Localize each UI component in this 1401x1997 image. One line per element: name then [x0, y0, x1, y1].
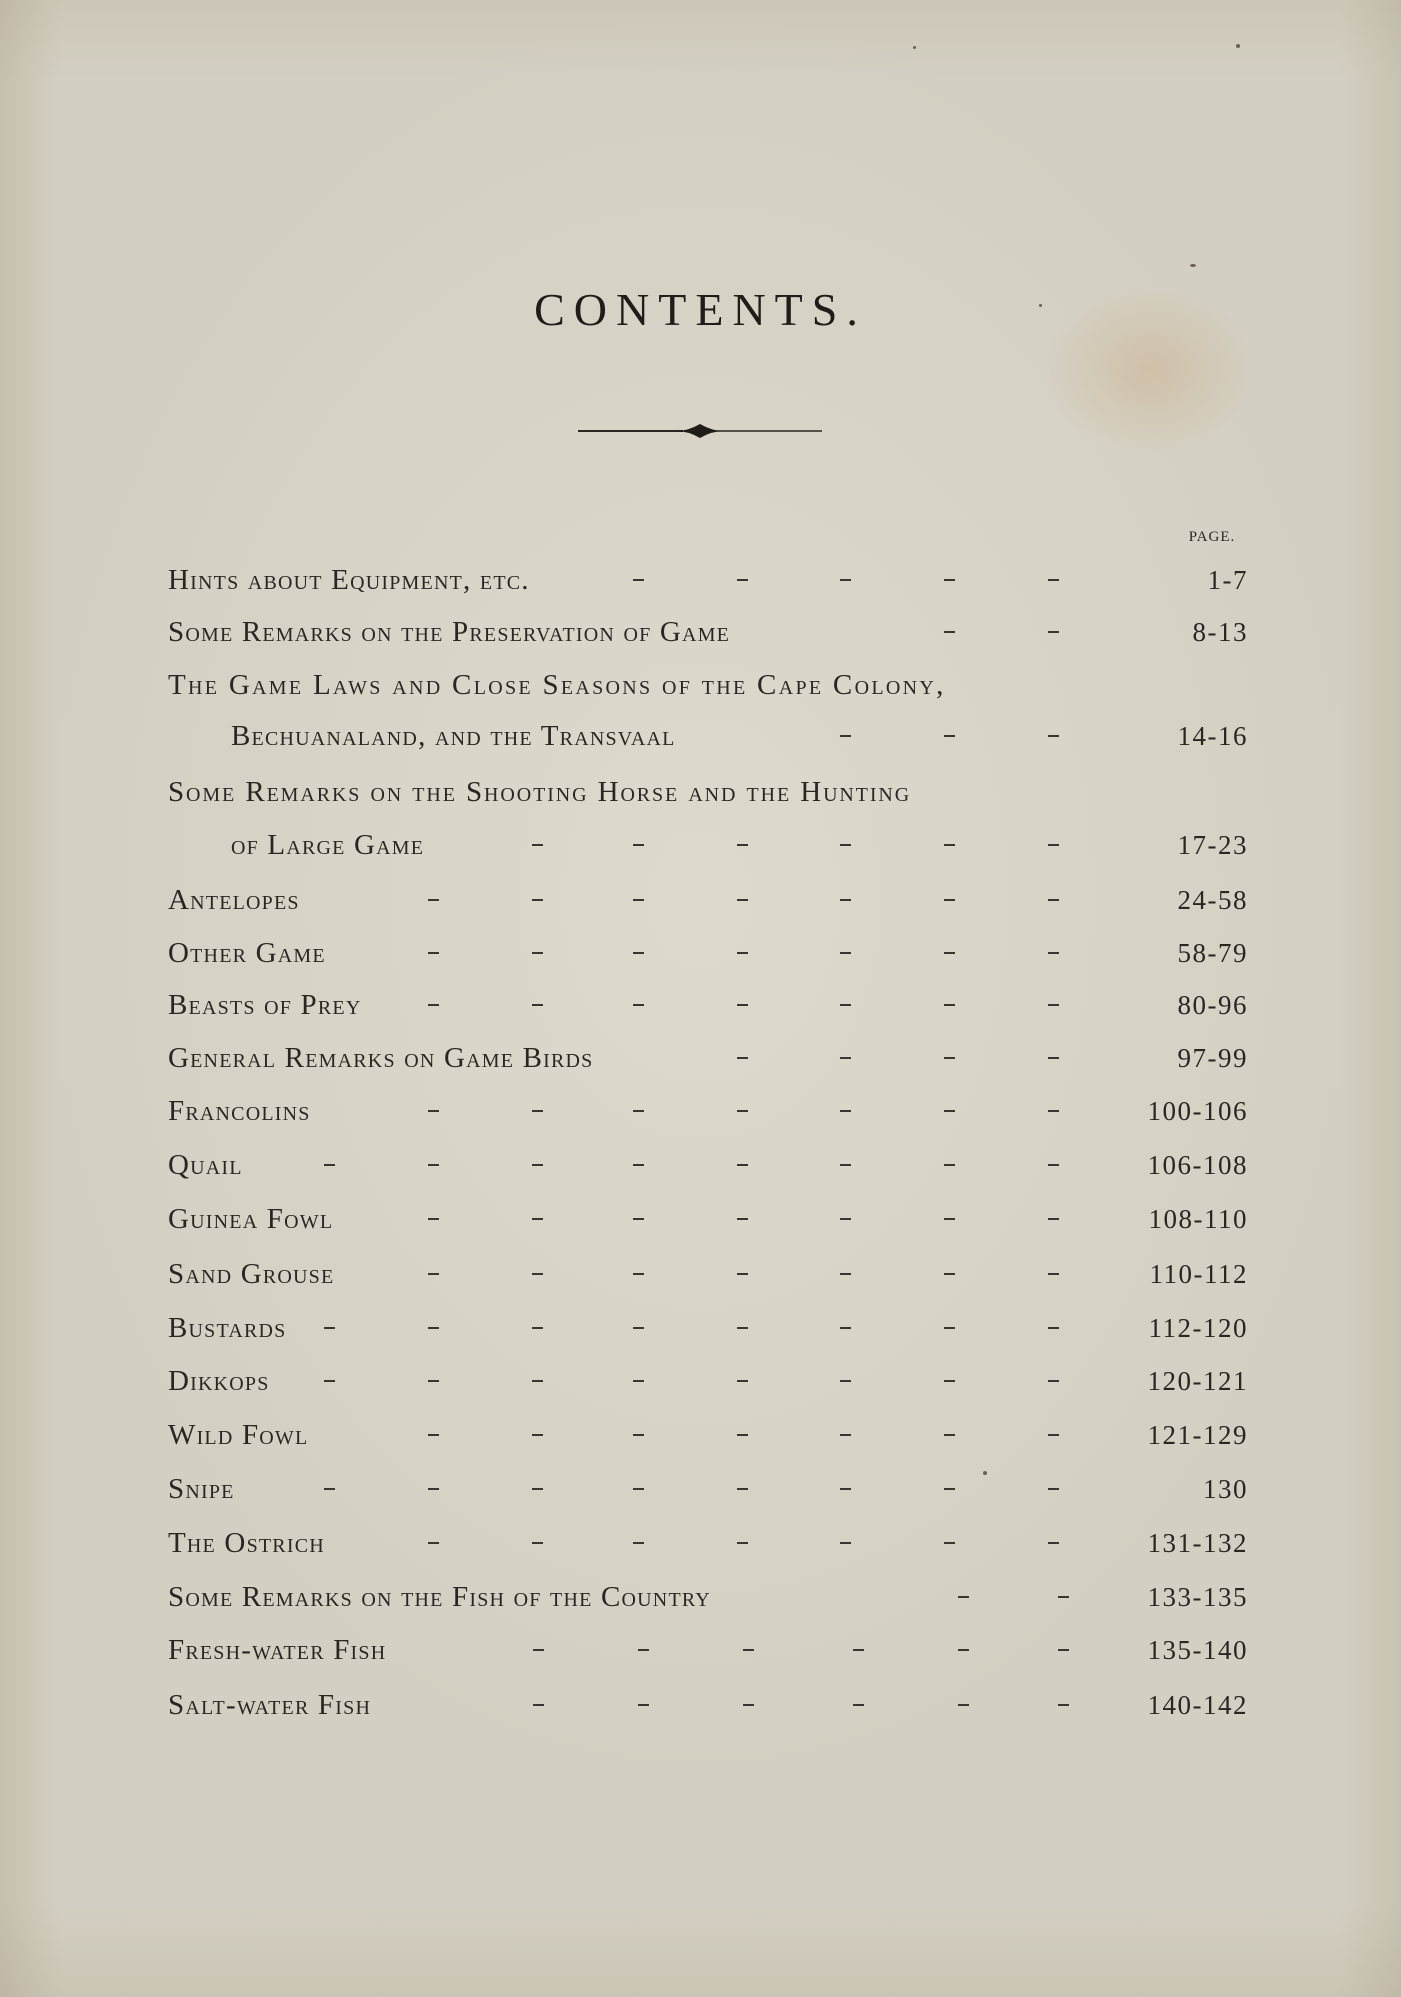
leader-dash — [532, 952, 543, 954]
leader-dash — [532, 1218, 543, 1220]
leader-dash — [1058, 1649, 1069, 1651]
leader-dash — [737, 1057, 748, 1059]
toc-row — [168, 1254, 1248, 1294]
leader-dash — [532, 844, 543, 846]
toc-row — [168, 560, 1248, 600]
leader-dash — [944, 1273, 955, 1275]
toc-entry-title: The Ostrich — [168, 1527, 325, 1559]
leader-dash — [532, 1488, 543, 1490]
leader-dash — [944, 735, 955, 737]
leader-dash — [944, 1057, 955, 1059]
leader-dash — [840, 1057, 851, 1059]
leader-dash — [944, 844, 955, 846]
leader-dash — [737, 1434, 748, 1436]
leader-dash — [428, 1164, 439, 1166]
leader-dash — [428, 1542, 439, 1544]
toc-row — [168, 772, 1248, 812]
leader-dash — [638, 1704, 649, 1706]
leader-dash — [944, 1218, 955, 1220]
leader-dash — [324, 1380, 335, 1382]
toc-row — [168, 1145, 1248, 1185]
leader-dash — [944, 1004, 955, 1006]
leader-dash — [958, 1596, 969, 1598]
leader-dash — [840, 1218, 851, 1220]
leader-dash — [428, 1327, 439, 1329]
leader-dash — [1048, 631, 1059, 633]
leader-dash — [324, 1488, 335, 1490]
leader-dash — [944, 899, 955, 901]
leader-dash — [853, 1649, 864, 1651]
leader-dash — [737, 1542, 748, 1544]
leader-dash — [840, 1327, 851, 1329]
leader-dash — [428, 1110, 439, 1112]
leader-dash — [633, 1218, 644, 1220]
toc-entry-title: Other Game — [168, 937, 326, 969]
leader-dash — [428, 1488, 439, 1490]
leader-dash — [1048, 1380, 1059, 1382]
leader-dash — [633, 899, 644, 901]
leader-dash — [944, 952, 955, 954]
toc-entry-pages: 100-106 — [1147, 1096, 1248, 1126]
leader-dash — [1048, 899, 1059, 901]
toc-entry-pages: 14-16 — [1177, 721, 1248, 751]
toc-entry-pages: 97-99 — [1177, 1043, 1248, 1073]
leader-dash — [1048, 1542, 1059, 1544]
leader-dash — [428, 1273, 439, 1275]
toc-row — [168, 612, 1248, 652]
leader-dash — [633, 844, 644, 846]
leader-dash — [428, 1004, 439, 1006]
leader-dash — [532, 1434, 543, 1436]
toc-entry-title: Guinea Fowl — [168, 1203, 334, 1235]
leader-dash — [840, 579, 851, 581]
leader-dash — [633, 1273, 644, 1275]
toc-entry-pages: 17-23 — [1177, 830, 1248, 860]
leader-dash — [840, 1273, 851, 1275]
toc-entry-title: Hints about Equipment, etc. — [168, 564, 530, 596]
toc-row — [168, 1308, 1248, 1348]
toc-entry-pages: 112-120 — [1148, 1313, 1248, 1343]
toc-entry-title: The Game Laws and Close Seasons of the Cape Colony, — [168, 669, 946, 701]
toc-entry-title: General Remarks on Game Birds — [168, 1042, 594, 1074]
leader-dash — [324, 1327, 335, 1329]
leader-dash — [737, 1164, 748, 1166]
toc-entry-title: Wild Fowl — [168, 1419, 309, 1451]
leader-dash — [633, 579, 644, 581]
toc-row — [168, 1577, 1248, 1617]
leader-dash — [944, 1542, 955, 1544]
leader-dash — [1048, 1004, 1059, 1006]
leader-dash — [737, 1004, 748, 1006]
toc-entry-pages: 1-7 — [1207, 565, 1248, 595]
leader-dash — [428, 952, 439, 954]
leader-dash — [633, 1327, 644, 1329]
toc-row — [168, 1685, 1248, 1725]
toc-row — [168, 1630, 1248, 1670]
paper-speck — [913, 46, 916, 49]
leader-dash — [958, 1649, 969, 1651]
leader-dash — [737, 899, 748, 901]
leader-dash — [1048, 1164, 1059, 1166]
toc-entry-title: of Large Game — [231, 829, 425, 861]
leader-dash — [853, 1704, 864, 1706]
leader-dash — [737, 1110, 748, 1112]
leader-dash — [944, 1327, 955, 1329]
toc-entry-title: Salt-water Fish — [168, 1689, 372, 1721]
toc-entry-pages: 58-79 — [1177, 938, 1248, 968]
leader-dash — [743, 1704, 754, 1706]
leader-dash — [633, 1380, 644, 1382]
leader-dash — [532, 1004, 543, 1006]
leader-dash — [1048, 735, 1059, 737]
leader-dash — [1048, 1434, 1059, 1436]
toc-row — [168, 1361, 1248, 1401]
toc-entry-pages: 140-142 — [1147, 1690, 1248, 1720]
leader-dash — [1058, 1596, 1069, 1598]
toc-entry-pages: 131-132 — [1147, 1528, 1248, 1558]
leader-dash — [840, 1004, 851, 1006]
leader-dash — [743, 1649, 754, 1651]
leader-dash — [1048, 844, 1059, 846]
toc-entry-title: Some Remarks on the Shooting Horse and the Hunting — [168, 776, 912, 808]
leader-dash — [532, 1164, 543, 1166]
page-column-header: PAGE. — [1188, 529, 1236, 545]
toc-entry-pages: 108-110 — [1148, 1204, 1248, 1234]
leader-dash — [633, 1164, 644, 1166]
leader-dash — [840, 844, 851, 846]
leader-dash — [532, 1273, 543, 1275]
leader-dash — [532, 1327, 543, 1329]
leader-dash — [533, 1704, 544, 1706]
leader-dash — [638, 1649, 649, 1651]
leader-dash — [633, 1110, 644, 1112]
leader-dash — [944, 579, 955, 581]
toc-entry-title: Some Remarks on the Fish of the Country — [168, 1581, 711, 1613]
leader-dash — [532, 1380, 543, 1382]
toc-row — [168, 1415, 1248, 1455]
toc-row — [168, 1038, 1248, 1078]
toc-entry-title: Sand Grouse — [168, 1258, 335, 1290]
toc-row — [168, 880, 1248, 920]
toc-entry-title: Antelopes — [168, 884, 300, 916]
leader-dash — [737, 1488, 748, 1490]
leader-dash — [737, 1380, 748, 1382]
leader-dash — [840, 952, 851, 954]
leader-dash — [633, 1434, 644, 1436]
leader-dash — [633, 952, 644, 954]
toc-entry-pages: 135-140 — [1147, 1635, 1248, 1665]
leader-dash — [1058, 1704, 1069, 1706]
toc-entry-title: Quail — [168, 1149, 243, 1181]
leader-dash — [737, 1327, 748, 1329]
leader-dash — [840, 1542, 851, 1544]
toc-entry-pages: 106-108 — [1147, 1150, 1248, 1180]
leader-dash — [840, 1110, 851, 1112]
leader-dash — [737, 1273, 748, 1275]
leader-dash — [737, 844, 748, 846]
toc-entry-pages: 110-112 — [1149, 1259, 1248, 1289]
toc-entry-pages: 130 — [1203, 1474, 1248, 1504]
leader-dash — [1048, 1273, 1059, 1275]
leader-dash — [532, 1110, 543, 1112]
paper-speck — [1236, 44, 1240, 48]
leader-dash — [840, 1488, 851, 1490]
leader-dash — [840, 1164, 851, 1166]
leader-dash — [1048, 579, 1059, 581]
toc-entry-title: Beasts of Prey — [168, 989, 362, 1021]
leader-dash — [533, 1649, 544, 1651]
leader-dash — [324, 1164, 335, 1166]
toc-entry-title: Bustards — [168, 1312, 287, 1344]
leader-dash — [633, 1004, 644, 1006]
leader-dash — [428, 1380, 439, 1382]
toc-entry-title: Bechuanaland, and the Transvaal — [231, 720, 676, 752]
leader-dash — [840, 1434, 851, 1436]
paper-speck — [1190, 264, 1196, 267]
leader-dash — [737, 952, 748, 954]
leader-dash — [944, 1434, 955, 1436]
leader-dash — [1048, 1488, 1059, 1490]
leader-dash — [944, 1488, 955, 1490]
leader-dash — [1048, 1218, 1059, 1220]
leader-dash — [840, 1380, 851, 1382]
leader-dash — [944, 1110, 955, 1112]
leader-dash — [1048, 1057, 1059, 1059]
toc-entry-pages: 80-96 — [1177, 990, 1248, 1020]
toc-entry-title: Snipe — [168, 1473, 235, 1505]
toc-row — [168, 1091, 1248, 1131]
toc-row — [168, 825, 1248, 865]
leader-dash — [428, 1218, 439, 1220]
toc-entry-pages: 133-135 — [1147, 1582, 1248, 1612]
leader-dash — [944, 1164, 955, 1166]
leader-dash — [1048, 1327, 1059, 1329]
paper-speck — [1039, 304, 1042, 307]
toc-row — [168, 1469, 1248, 1509]
toc-entry-title: Fresh-water Fish — [168, 1634, 387, 1666]
toc-row — [168, 1199, 1248, 1239]
leader-dash — [944, 1380, 955, 1382]
leader-dash — [944, 631, 955, 633]
leader-dash — [840, 735, 851, 737]
toc-entry-pages: 121-129 — [1147, 1420, 1248, 1450]
leader-dash — [958, 1704, 969, 1706]
leader-dash — [428, 899, 439, 901]
leader-dash — [1048, 1110, 1059, 1112]
leader-dash — [840, 899, 851, 901]
toc-entry-pages: 120-121 — [1147, 1366, 1248, 1396]
leader-dash — [737, 579, 748, 581]
toc-row — [168, 985, 1248, 1025]
toc-entry-pages: 8-13 — [1192, 617, 1248, 647]
toc-row — [168, 665, 1248, 705]
paper-speck — [983, 1471, 987, 1475]
leader-dash — [428, 1434, 439, 1436]
toc-entry-title: Some Remarks on the Preservation of Game — [168, 616, 731, 648]
leader-dash — [1048, 952, 1059, 954]
toc-row — [168, 716, 1248, 756]
toc-row — [168, 1523, 1248, 1563]
toc-row — [168, 933, 1248, 973]
leader-dash — [633, 1488, 644, 1490]
leader-dash — [633, 1542, 644, 1544]
toc-entry-title: Francolins — [168, 1095, 311, 1127]
toc-entry-title: Dikkops — [168, 1365, 270, 1397]
toc-entry-pages: 24-58 — [1177, 885, 1248, 915]
leader-dash — [737, 1218, 748, 1220]
leader-dash — [532, 899, 543, 901]
leader-dash — [532, 1542, 543, 1544]
page-title: CONTENTS. — [534, 284, 867, 335]
